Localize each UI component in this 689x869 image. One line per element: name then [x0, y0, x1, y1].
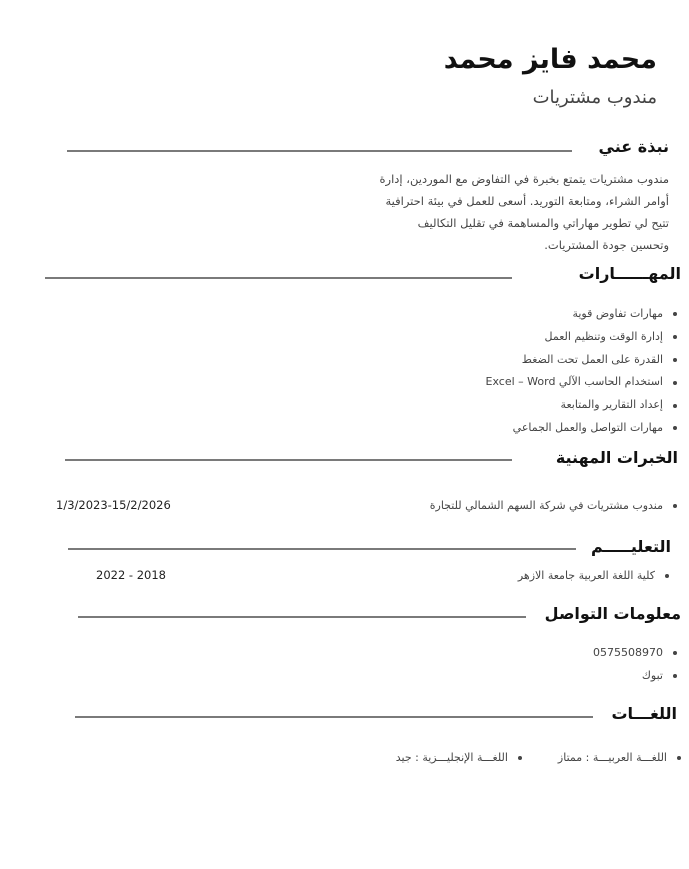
experience-item: [430, 496, 677, 516]
about-line: أوامر الشراء، ومتابعة التوريد. أسعى للعمل في بيئة احترافية: [385, 194, 669, 208]
skills-list: [486, 303, 677, 440]
contact-list-container: [593, 641, 677, 687]
skill-item: إدارة الوقت وتنظيم العمل: [486, 326, 677, 349]
experience-divider: [65, 459, 512, 461]
languages-section-title: اللغـــات: [611, 704, 677, 723]
skill-item: مهارات التواصل والعمل الجماعي: [486, 417, 677, 440]
education-section-title: التعليـــــم: [590, 537, 671, 556]
language-item: اللغـــة الإنجليـــزية : جيد: [396, 748, 522, 768]
skills-list-container: [486, 303, 677, 440]
skills-section-title: المهــــــارات: [578, 264, 681, 283]
contact-city: تبوك: [593, 664, 677, 687]
about-line: تتيح لي تطوير مهاراتي والمساهمة في تقليل التكاليف: [417, 216, 669, 230]
skill-item: استخدام الحاسب الآلي Excel – Word: [486, 371, 677, 394]
skills-divider: [45, 277, 512, 279]
contact-list: [593, 641, 677, 687]
about-text: [334, 168, 669, 256]
about-line: مندوب مشتريات يتمتع بخبرة في التفاوض مع الموردين، إدارة: [379, 172, 669, 186]
experience-section-title: الخبرات المهنية: [555, 448, 678, 467]
about-divider: [67, 150, 572, 152]
education-divider: [68, 548, 576, 550]
experience-role: مندوب مشتريات في شركة السهم الشمالي للتجارة: [430, 496, 677, 516]
job-title: مندوب مشتريات: [532, 87, 657, 108]
contact-divider: [78, 616, 526, 618]
skill-item: مهارات تفاوض قوية: [486, 303, 677, 326]
contact-phone: 0575508970: [593, 641, 677, 664]
languages-row: [396, 748, 681, 768]
education-degree: كلية اللغة العربية جامعة الازهر: [518, 566, 669, 586]
languages-divider: [75, 716, 593, 718]
education-item: [518, 566, 669, 586]
candidate-name: محمد فايز محمد: [443, 44, 657, 75]
about-section-title: نبذة عني: [598, 137, 669, 156]
skill-item: إعداد التقارير والمتابعة: [486, 394, 677, 417]
language-item: اللغـــة العربيـــة : ممتاز: [558, 748, 681, 768]
about-line: وتحسين جودة المشتريات.: [544, 238, 669, 252]
education-dates: 2022 - 2018: [96, 568, 166, 582]
skill-item: القدرة على العمل تحت الضغط: [486, 349, 677, 372]
contact-section-title: معلومات التواصل: [544, 604, 681, 623]
experience-dates: 1/3/2023-15/2/2026: [56, 498, 171, 512]
